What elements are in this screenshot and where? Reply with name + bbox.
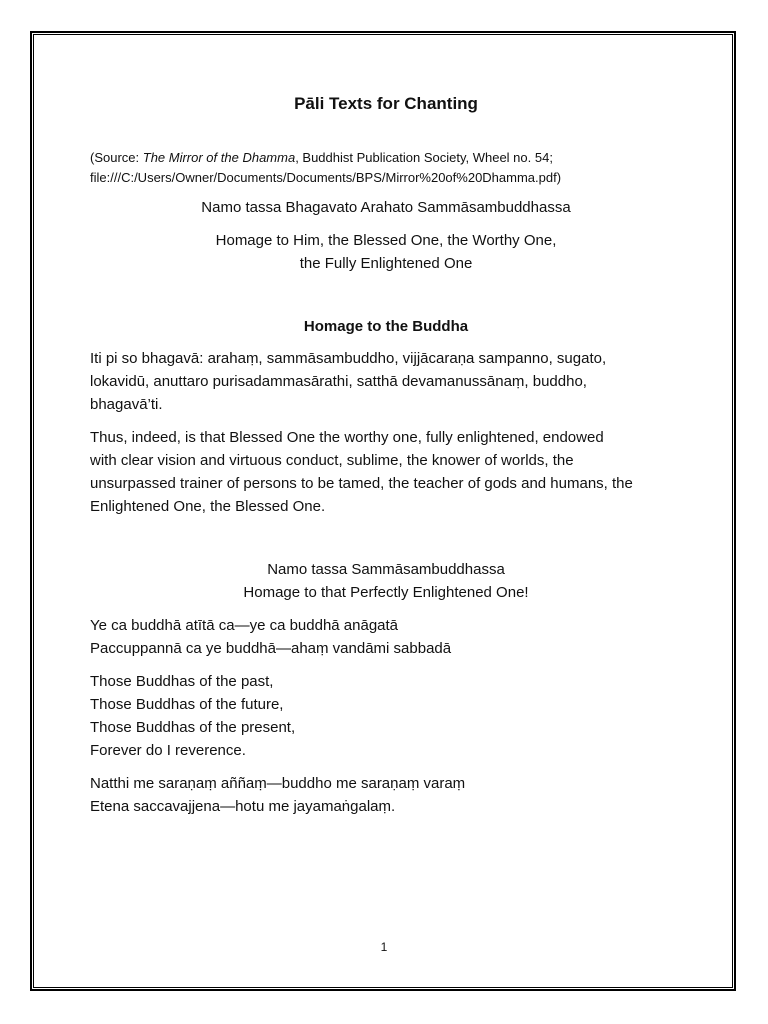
paragraph-line: Thus, indeed, is that Blessed One the worthy one, fully enlightened, endowed xyxy=(90,429,604,446)
section-heading: Homage to the Buddha xyxy=(303,318,469,335)
paragraph-line: Enlightened One, the Blessed One. xyxy=(90,498,326,515)
document-title: Pāli Texts for Chanting xyxy=(294,94,478,113)
page-number: 1 xyxy=(380,940,388,954)
those-buddhas-verse xyxy=(90,670,682,762)
verse-line: Natthi me saraṇaṃ aññaṃ—buddho me saraṇaṃ varaṃ xyxy=(90,775,466,792)
source-line-1 xyxy=(90,148,682,168)
paragraph-line: lokavidū, anuttaro purisadammasārathi, satthā devamanussānaṃ, buddho, xyxy=(90,373,587,390)
paragraph-line: Iti pi so bhagavā: arahaṃ, sammāsambuddho, vijjācaraṇa sampanno, sugato, xyxy=(90,350,607,367)
verse-line: Those Buddhas of the past, xyxy=(90,673,274,690)
paragraph-line: with clear vision and virtuous conduct, sublime, the knower of worlds, the xyxy=(90,452,574,469)
namo-pali: Namo tassa Bhagavato Arahato Sammāsambuddhassa xyxy=(201,199,571,216)
source-citation xyxy=(90,148,682,188)
verse-line: Those Buddhas of the future, xyxy=(90,696,284,713)
namo-english-line: Homage to Him, the Blessed One, the Worthy One, xyxy=(215,232,557,249)
paragraph-line: unsurpassed trainer of persons to be tamed, the teacher of gods and humans, the xyxy=(90,475,633,492)
verse-line: Forever do I reverence. xyxy=(90,742,246,759)
namo-short-english: Homage to that Perfectly Enlightened One! xyxy=(243,584,529,601)
source-prefix: (Source: xyxy=(90,150,143,165)
document-body xyxy=(90,92,682,818)
paragraph-line: bhagavā’ti. xyxy=(90,396,163,413)
namo-english-line: the Fully Enlightened One xyxy=(299,255,473,272)
verse-line: Paccuppannā ca ye buddhā—ahaṃ vandāmi sabbadā xyxy=(90,640,452,657)
ye-ca-verse xyxy=(90,614,682,660)
source-book-title: The Mirror of the Dhamma xyxy=(142,150,296,165)
verse-line: Ye ca buddhā atītā ca—ye ca buddhā anāgatā xyxy=(90,617,399,634)
source-rest: , Buddhist Publication Society, Wheel no. 54; xyxy=(295,150,553,165)
namo-short-pali: Namo tassa Sammāsambuddhassa xyxy=(267,561,505,578)
verse-line: Those Buddhas of the present, xyxy=(90,719,296,736)
iti-pi-so-paragraph xyxy=(90,347,682,416)
namo-english xyxy=(90,229,682,275)
source-path: file:///C:/Users/Owner/Documents/Documents/BPS/Mirror%20of%20Dhamma.pdf) xyxy=(90,170,562,185)
natthi-me-verse xyxy=(90,772,682,818)
verse-line: Etena saccavajjena—hotu me jayamaṅgalaṃ. xyxy=(90,798,396,815)
translation-paragraph xyxy=(90,426,682,518)
namo-short xyxy=(90,558,682,604)
